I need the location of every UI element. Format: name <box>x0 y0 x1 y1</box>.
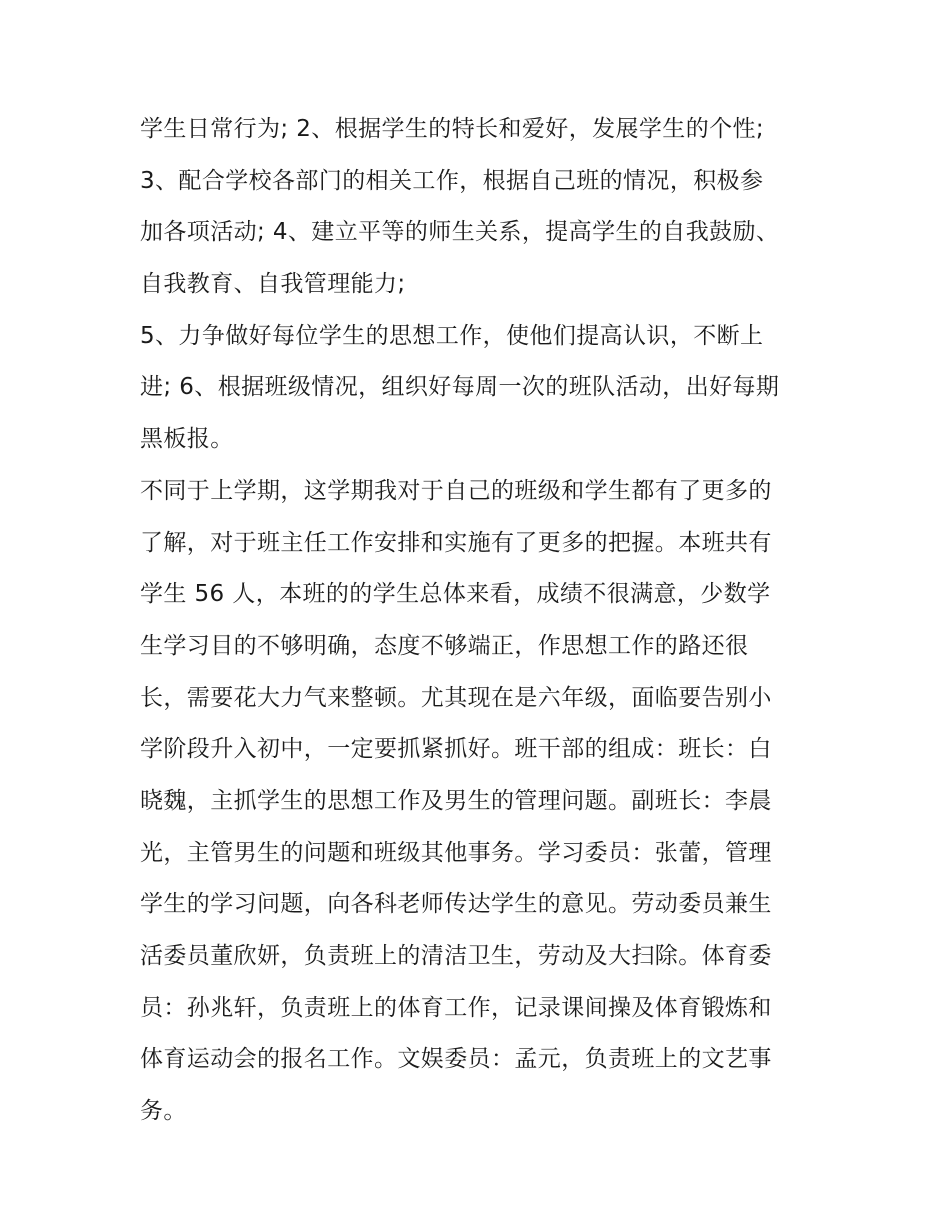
text-line: 体育运动会的报名工作。文娱委员：孟元，负责班上的文艺事 <box>140 1046 772 1073</box>
text-line: 学阶段升入初中，一定要抓紧抓好。班干部的组成：班长：白 <box>140 736 772 763</box>
text-line: 黑板报。 <box>140 426 234 453</box>
text-line: 生学习目的不够明确，态度不够端正，作思想工作的路还很 <box>140 632 749 659</box>
text-line: 自我教育、自我管理能力; <box>140 271 406 298</box>
text-line: 员：孙兆轩，负责班上的体育工作，记录课间操及体育锻炼和 <box>140 994 772 1021</box>
text-line: 学生日常行为; 2、根据学生的特长和爱好，发展学生的个性; <box>140 116 765 142</box>
text-line: 了解，对于班主任工作安排和实施有了更多的把握。本班共有 <box>140 529 772 556</box>
text-line: 不同于上学期，这学期我对于自己的班级和学生都有了更多的 <box>140 477 772 504</box>
text-line: 晓魏，主抓学生的思想工作及男生的管理问题。副班长：李晨 <box>140 787 772 814</box>
text-line: 活委员董欣妍，负责班上的清洁卫生，劳动及大扫除。体育委 <box>140 943 772 969</box>
text-line: 3、配合学校各部门的相关工作，根据自己班的情况，积极参 <box>140 167 764 194</box>
text-line: 加各项活动; 4、建立平等的师生关系，提高学生的自我鼓励、 <box>140 219 780 246</box>
text-line: 务。 <box>140 1098 187 1125</box>
text-line: 长，需要花大力气来整顿。尤其现在是六年级，面临要告别小 <box>140 684 772 711</box>
text-line: 光，主管男生的问题和班级其他事务。学习委员：张蕾，管理 <box>140 839 772 866</box>
text-line: 学生 56 人，本班的的学生总体来看，成绩不很满意，少数学 <box>140 581 771 608</box>
text-line: 5、力争做好每位学生的思想工作，使他们提高认识，不断上 <box>140 322 764 349</box>
text-line: 学生的学习问题，向各科老师传达学生的意见。劳动委员兼生 <box>140 891 772 918</box>
document-body <box>140 104 812 1138</box>
text-line: 进; 6、根据班级情况，组织好每周一次的班队活动，出好每期 <box>140 374 780 401</box>
